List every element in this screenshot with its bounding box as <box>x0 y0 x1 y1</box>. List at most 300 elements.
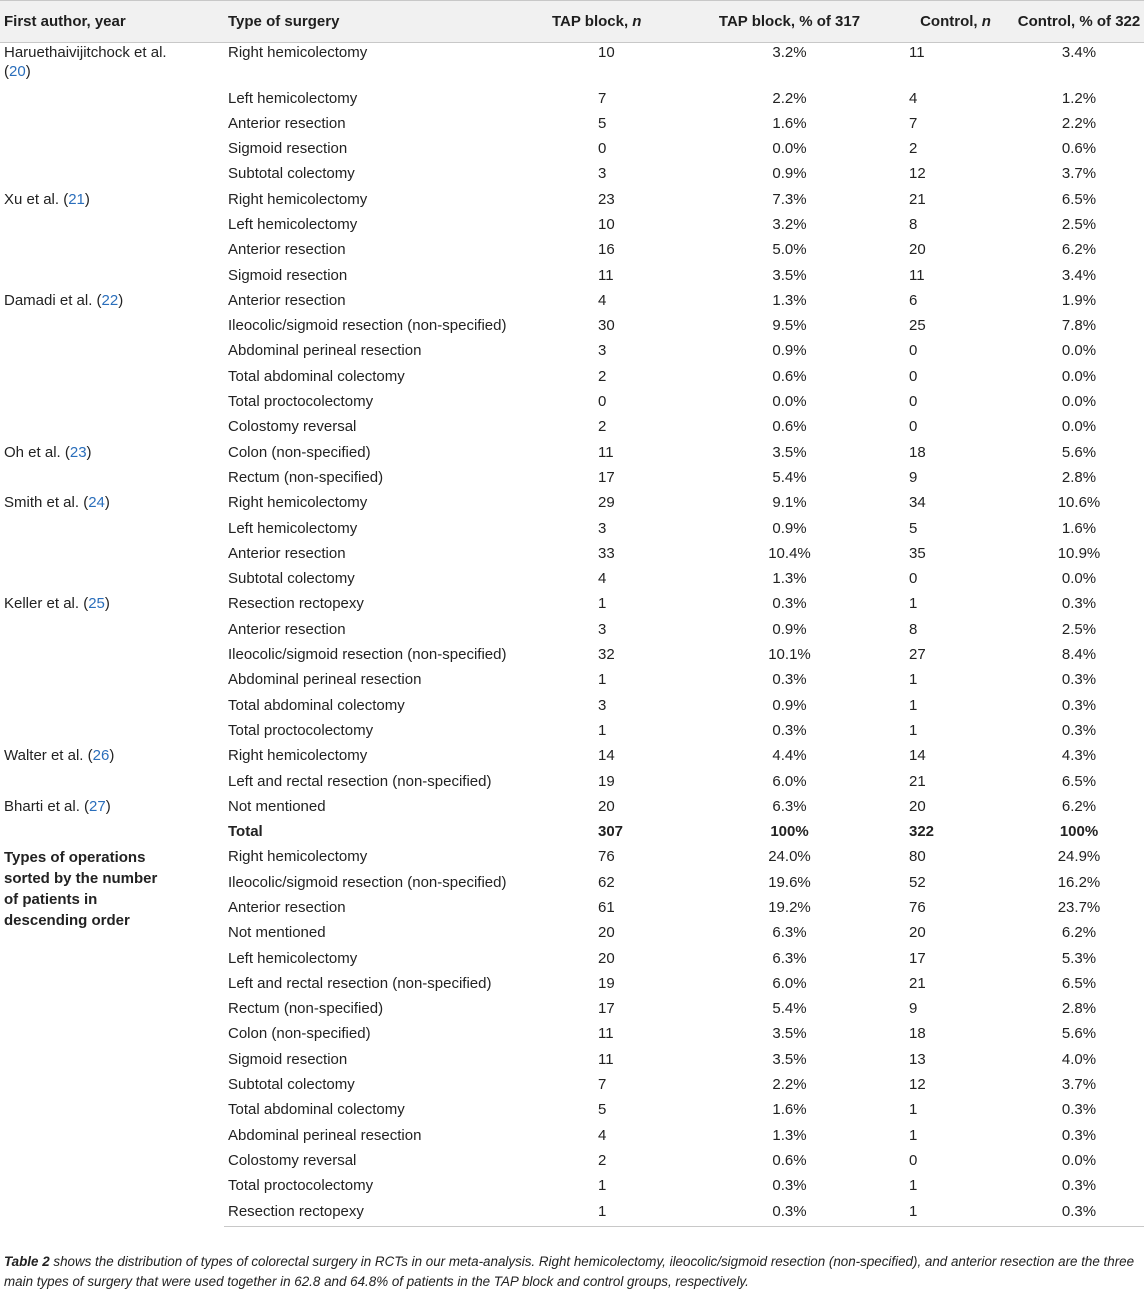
tap-pct-cell: 9.1% <box>772 494 807 512</box>
tap-pct-cell: 7.3% <box>772 190 807 208</box>
surgery-type: Left hemicolectomy <box>228 215 358 233</box>
tap-n-cell: 0 <box>598 140 607 158</box>
tap-n-cell: 1 <box>598 721 607 739</box>
total-label: Total <box>228 823 263 841</box>
tap-pct-cell: 0.6% <box>772 418 807 436</box>
table-row <box>0 266 1144 291</box>
table-row <box>0 316 1144 341</box>
surgery-type: Right hemicolectomy <box>228 848 368 866</box>
tap-n-cell: 61 <box>598 899 615 916</box>
empty-author-cell <box>0 392 224 417</box>
tap-n-cell: 1 <box>598 595 607 613</box>
tap-n-cell: 19 <box>598 974 615 992</box>
ctrl-pct-cell: 5.6% <box>1061 1025 1097 1043</box>
tap-n-cell: 2 <box>598 367 607 385</box>
tap-pct-cell: 6.0% <box>772 974 807 992</box>
author-paren: ( <box>4 63 9 80</box>
surgery-type: Anterior resection <box>228 620 346 638</box>
tap-pct-cell: 6.3% <box>772 797 807 815</box>
ctrl-n-cell: 1 <box>909 595 918 613</box>
ctrl-pct-cell: 1.6% <box>1061 519 1097 537</box>
tap-n-cell: 23 <box>598 190 615 208</box>
header-tap-n: TAP block, n <box>552 1 682 43</box>
tap-n-cell: 14 <box>598 747 615 765</box>
table-row <box>0 291 1144 316</box>
surgery-type: Abdominal perineal resection <box>228 342 422 360</box>
ctrl-n-cell: 6 <box>909 291 918 309</box>
table-row <box>0 544 1144 569</box>
tap-n-cell: 20 <box>598 949 615 967</box>
table-footnote <box>4 1252 1136 1292</box>
tap-n-cell: 4 <box>598 291 607 309</box>
header-ctrl-pct: Control, % of 322 <box>1014 1 1144 43</box>
tap-pct-cell: 10.1% <box>768 646 811 664</box>
reference-link[interactable]: 27 <box>89 797 106 815</box>
study-author <box>0 43 224 89</box>
ctrl-n-cell: 2 <box>909 140 918 158</box>
table-row <box>0 114 1144 139</box>
empty-author-cell <box>0 240 224 265</box>
ctrl-n-cell: 5 <box>909 519 918 537</box>
tap-pct-cell: 9.5% <box>772 317 807 335</box>
total-row <box>0 822 1144 847</box>
ctrl-n-cell: 1 <box>909 671 918 689</box>
surgery-type: Total abdominal colectomy <box>228 1101 405 1119</box>
tap-n-cell: 30 <box>598 317 615 335</box>
ctrl-n-cell: 8 <box>909 215 918 233</box>
tap-n-cell: 76 <box>598 848 615 866</box>
tap-pct-cell: 0.6% <box>772 1151 807 1169</box>
table-row <box>0 367 1144 392</box>
group-label-line: of patients in <box>4 891 98 909</box>
empty-author-cell <box>0 114 224 139</box>
surgery-type: Anterior resection <box>228 241 346 259</box>
surgery-type: Total proctocolectomy <box>228 721 374 739</box>
empty-author-cell <box>0 519 224 544</box>
ctrl-n-cell: 14 <box>909 747 926 765</box>
tap-pct-cell: 0.3% <box>682 1202 897 1227</box>
empty-author-cell <box>0 139 224 164</box>
ctrl-n-cell: 11 <box>909 44 925 61</box>
surgery-type: Rectum (non-specified) <box>228 468 384 486</box>
ctrl-n-cell: 13 <box>909 1050 926 1068</box>
reference-link[interactable]: 22 <box>101 291 119 309</box>
table-header-row <box>0 1 1144 43</box>
empty-author-cell <box>0 417 224 442</box>
empty-author-cell <box>0 215 224 240</box>
empty-author-cell <box>0 696 224 721</box>
tap-n-cell: 3 <box>598 342 607 360</box>
tap-pct-cell: 1.3% <box>772 1126 807 1144</box>
ctrl-pct-cell: 4.3% <box>1061 747 1097 765</box>
empty-author-cell <box>0 620 224 645</box>
tap-n-cell: 2 <box>598 1151 607 1169</box>
table-row <box>0 468 1144 493</box>
tap-n-cell: 11 <box>598 1025 614 1043</box>
sorted-group-label <box>0 847 224 1226</box>
author-paren-close: ) <box>25 63 31 80</box>
ctrl-pct-cell: 0.3% <box>1061 595 1097 613</box>
author-name: Oh et al. ( <box>4 443 70 461</box>
tap-n-cell: 19 <box>598 772 615 790</box>
author-paren-close: ) <box>105 797 111 815</box>
table-row <box>0 190 1144 215</box>
study-author <box>0 746 224 771</box>
surgery-type: Right hemicolectomy <box>228 747 368 765</box>
ctrl-pct-cell: 10.9% <box>1057 544 1101 562</box>
ctrl-pct-cell: 6.5% <box>1061 974 1097 992</box>
reference-link[interactable]: 23 <box>69 443 87 461</box>
empty-author-cell <box>0 772 224 797</box>
tap-pct-cell: 0.9% <box>772 519 807 537</box>
tap-n-cell: 3 <box>598 620 607 638</box>
ctrl-n-cell: 0 <box>909 393 918 411</box>
surgery-type: Left and rectal resection (non-specified) <box>228 772 492 790</box>
surgery-type: Anterior resection <box>228 899 346 916</box>
surgery-type: Left hemicolectomy <box>228 519 358 537</box>
study-author <box>0 443 224 468</box>
ctrl-n-cell: 11 <box>909 266 925 284</box>
ctrl-n-cell: 35 <box>909 544 926 562</box>
tap-pct-cell: 5.0% <box>772 241 807 259</box>
surgery-type: Colon (non-specified) <box>228 443 371 461</box>
ctrl-n-cell: 9 <box>909 468 918 486</box>
tap-pct-cell: 1.3% <box>772 570 807 588</box>
ctrl-n-cell: 8 <box>909 620 918 638</box>
table-row <box>0 341 1144 366</box>
tap-pct-cell: 6.0% <box>772 772 807 790</box>
table-row <box>0 139 1144 164</box>
empty-author-cell <box>0 645 224 670</box>
ctrl-n-cell: 27 <box>909 646 926 664</box>
group-label-line: sorted by the number <box>4 870 158 888</box>
ctrl-pct-cell: 6.2% <box>1061 797 1097 815</box>
tap-n-cell: 2 <box>598 418 607 436</box>
tap-n-cell: 1 <box>552 1202 682 1227</box>
surgery-type: Colostomy reversal <box>228 1151 357 1169</box>
tap-n-cell: 33 <box>598 544 615 562</box>
surgery-type: Total proctocolectomy <box>228 393 374 411</box>
table-row <box>0 392 1144 417</box>
author-paren-close: ) <box>109 747 115 765</box>
ctrl-pct-cell: 0.0% <box>1061 393 1097 411</box>
tap-n-cell: 17 <box>598 1000 615 1018</box>
tap-pct-cell: 0.9% <box>772 165 807 183</box>
author-paren-close: ) <box>84 190 90 208</box>
tap-pct-cell: 1.3% <box>772 291 807 309</box>
tap-n-cell: 16 <box>598 241 615 259</box>
tap-n-cell: 1 <box>598 1177 607 1195</box>
tap-pct-cell: 0.0% <box>772 140 807 158</box>
ctrl-n-cell: 80 <box>909 848 926 866</box>
tap-n-cell: 5 <box>598 1101 607 1119</box>
ctrl-pct-cell: 23.7% <box>1057 899 1101 916</box>
ctrl-pct-cell: 0.0% <box>1061 367 1097 385</box>
tap-n-cell: 4 <box>598 1126 607 1144</box>
ctrl-pct-cell: 7.8% <box>1061 317 1097 335</box>
ctrl-n-cell: 18 <box>909 1025 926 1043</box>
ctrl-pct-cell: 6.5% <box>1061 772 1097 790</box>
surgery-type: Subtotal colectomy <box>228 165 355 183</box>
surgery-type: Left and rectal resection (non-specified) <box>228 974 492 992</box>
total-tap-pct: 100% <box>770 823 809 841</box>
surgery-type: Resection rectopexy <box>228 595 364 613</box>
group-label-line: descending order <box>4 912 130 930</box>
tap-n-cell: 7 <box>598 1076 607 1094</box>
ctrl-pct-cell: 3.7% <box>1061 165 1097 183</box>
ctrl-pct-cell: 0.3% <box>1061 721 1097 739</box>
author-name: Xu et al. ( <box>4 190 69 208</box>
ctrl-pct-cell: 1.2% <box>1061 89 1097 107</box>
ctrl-pct-cell: 0.3% <box>1061 696 1097 714</box>
ctrl-n-cell: 1 <box>909 1126 918 1144</box>
header-author: First author, year <box>0 1 224 43</box>
tap-pct-cell: 3.2% <box>772 44 807 61</box>
ctrl-pct-cell: 0.0% <box>1061 1151 1097 1169</box>
ctrl-n-cell: 0 <box>909 342 918 360</box>
surgery-type: Ileocolic/sigmoid resection (non-specified) <box>228 317 507 335</box>
ctrl-n-cell: 52 <box>909 873 926 891</box>
empty-author-cell <box>0 164 224 189</box>
surgery-type: Sigmoid resection <box>228 140 348 158</box>
author-name: Smith et al. ( <box>4 494 89 512</box>
author-paren-close: ) <box>104 595 110 613</box>
ctrl-pct-cell: 0.3% <box>1061 1101 1097 1119</box>
tap-pct-cell: 6.3% <box>772 924 807 942</box>
tap-n-cell: 3 <box>598 696 607 714</box>
tap-pct-cell: 19.2% <box>768 899 811 916</box>
ctrl-pct-cell: 2.5% <box>1061 620 1097 638</box>
tap-pct-cell: 3.5% <box>772 1025 807 1043</box>
table-row <box>0 746 1144 771</box>
ctrl-n-cell: 0 <box>909 367 918 385</box>
table-row <box>0 215 1144 240</box>
tap-n-cell: 7 <box>598 89 607 107</box>
author-name: Haruethaivijitchock et al. <box>4 44 167 61</box>
ctrl-pct-cell: 5.3% <box>1061 949 1097 967</box>
author-name: Keller et al. ( <box>4 595 89 613</box>
tap-pct-cell: 0.9% <box>772 696 807 714</box>
ctrl-pct-cell: 0.0% <box>1061 342 1097 360</box>
tap-n-cell: 32 <box>598 646 615 664</box>
ctrl-n-cell: 7 <box>909 114 918 132</box>
ctrl-pct-cell: 0.3% <box>1061 1177 1097 1195</box>
tap-pct-cell: 0.0% <box>772 393 807 411</box>
tap-pct-cell: 1.6% <box>772 114 807 132</box>
empty-author-cell <box>0 822 224 847</box>
tap-n-cell: 11 <box>598 266 614 284</box>
tap-pct-cell: 4.4% <box>772 747 807 765</box>
table-row <box>0 519 1144 544</box>
reference-link[interactable]: 21 <box>68 190 85 208</box>
ctrl-pct-cell: 3.7% <box>1061 1076 1097 1094</box>
tap-n-cell: 62 <box>598 873 615 891</box>
ctrl-pct-cell: 6.5% <box>1061 190 1097 208</box>
ctrl-n-cell: 12 <box>909 165 926 183</box>
ctrl-n-cell: 20 <box>909 797 926 815</box>
reference-link[interactable]: 25 <box>88 595 105 613</box>
total-ctrl-n: 322 <box>909 823 935 841</box>
author-name: Damadi et al. ( <box>4 291 102 309</box>
table-row <box>0 797 1144 822</box>
empty-author-cell <box>0 341 224 366</box>
surgery-type: Sigmoid resection <box>228 266 348 284</box>
surgery-type: Not mentioned <box>228 924 326 942</box>
surgery-type: Colon (non-specified) <box>228 1025 371 1043</box>
tap-n-cell: 10 <box>598 215 615 233</box>
table-body <box>0 43 1144 1227</box>
footnote-text: shows the distribution of types of colorectal surgery in RCTs in our meta-analysis. Right hemicolectomy, ileocolic/sigmoid resection (non-specified), and anterior resection are the three main types of surgery that were used together in 62.8 and 64.8% of patients in the TAP block and control groups, respectively. <box>4 1254 1135 1289</box>
author-paren-close: ) <box>118 291 124 309</box>
ctrl-n-cell: 0 <box>909 570 918 588</box>
surgery-type: Resection rectopexy <box>224 1202 552 1227</box>
ctrl-pct-cell: 1.9% <box>1061 291 1097 309</box>
reference-link[interactable]: 24 <box>88 494 105 512</box>
ctrl-n-cell: 1 <box>909 696 918 714</box>
ctrl-n-cell: 20 <box>909 924 926 942</box>
surgery-type: Ileocolic/sigmoid resection (non-specified) <box>228 873 507 891</box>
tap-n-cell: 20 <box>598 924 615 942</box>
ctrl-pct-cell: 6.2% <box>1061 924 1097 942</box>
surgery-type: Left hemicolectomy <box>228 949 358 967</box>
surgery-type: Left hemicolectomy <box>228 89 358 107</box>
ctrl-n-cell: 1 <box>909 721 918 739</box>
reference-link[interactable]: 20 <box>9 63 26 80</box>
author-name: Walter et al. ( <box>4 747 93 765</box>
tap-pct-cell: 0.9% <box>772 342 807 360</box>
tap-pct-cell: 10.4% <box>768 544 811 562</box>
ctrl-n-cell: 12 <box>909 1076 926 1094</box>
tap-pct-cell: 3.5% <box>772 266 807 284</box>
table-row <box>0 240 1144 265</box>
table-row <box>0 670 1144 695</box>
ctrl-pct-cell: 3.4% <box>1061 44 1097 61</box>
tap-pct-cell: 0.3% <box>772 595 807 613</box>
ctrl-pct-cell: 0.3% <box>1061 1126 1097 1144</box>
surgery-type: Subtotal colectomy <box>228 570 355 588</box>
ctrl-pct-cell: 3.4% <box>1061 266 1097 284</box>
table-row <box>0 43 1144 89</box>
surgery-type: Anterior resection <box>228 291 346 309</box>
tap-pct-cell: 5.4% <box>772 1000 807 1018</box>
table-row <box>0 696 1144 721</box>
tap-pct-cell: 19.6% <box>768 873 811 891</box>
table-row <box>0 89 1144 114</box>
ctrl-pct-cell: 0.0% <box>1061 418 1097 436</box>
tap-n-cell: 0 <box>598 393 607 411</box>
table-row <box>0 569 1144 594</box>
empty-author-cell <box>0 367 224 392</box>
tap-n-cell: 3 <box>598 519 607 537</box>
total-ctrl-pct: 100% <box>1059 823 1099 841</box>
table-row <box>0 443 1144 468</box>
surgery-type: Abdominal perineal resection <box>228 1126 422 1144</box>
tap-pct-cell: 5.4% <box>772 468 807 486</box>
ctrl-n-cell: 17 <box>909 949 926 967</box>
ctrl-n-cell: 1 <box>909 1101 918 1119</box>
ctrl-n-cell: 0 <box>909 1151 918 1169</box>
ctrl-pct-cell: 0.3% <box>1014 1202 1144 1227</box>
table-row <box>0 847 1144 872</box>
surgery-type: Abdominal perineal resection <box>228 671 422 689</box>
ctrl-pct-cell: 0.6% <box>1061 140 1097 158</box>
ctrl-pct-cell: 6.2% <box>1061 241 1097 259</box>
study-author <box>0 291 224 316</box>
author-paren-close: ) <box>104 494 110 512</box>
tap-pct-cell: 2.2% <box>772 1076 807 1094</box>
surgery-type: Anterior resection <box>228 114 346 132</box>
ctrl-n-cell: 21 <box>909 974 926 992</box>
tap-pct-cell: 1.6% <box>772 1101 807 1119</box>
tap-pct-cell: 0.9% <box>772 620 807 638</box>
tap-pct-cell: 3.5% <box>772 443 807 461</box>
surgery-type: Colostomy reversal <box>228 418 357 436</box>
study-author <box>0 594 224 619</box>
ctrl-n-cell: 34 <box>909 494 926 512</box>
ctrl-n-cell: 25 <box>909 317 926 335</box>
table-row <box>0 493 1144 518</box>
tap-n-cell: 17 <box>598 468 615 486</box>
tap-n-cell: 5 <box>598 114 607 132</box>
ctrl-pct-cell: 0.0% <box>1061 570 1097 588</box>
empty-author-cell <box>0 468 224 493</box>
table-row <box>0 645 1144 670</box>
tap-n-cell: 4 <box>598 570 607 588</box>
ctrl-pct-cell: 5.6% <box>1061 443 1097 461</box>
surgery-type: Rectum (non-specified) <box>228 1000 384 1018</box>
group-label-line: Types of operations <box>4 849 146 867</box>
study-author <box>0 493 224 518</box>
table-row <box>0 620 1144 645</box>
tap-n-cell: 29 <box>598 494 615 512</box>
table-row <box>0 164 1144 189</box>
ctrl-n-cell: 4 <box>909 89 918 107</box>
table-row <box>0 772 1144 797</box>
author-paren-close: ) <box>86 443 92 461</box>
reference-link[interactable]: 26 <box>92 747 110 765</box>
tap-pct-cell: 2.2% <box>772 89 807 107</box>
surgery-type: Total proctocolectomy <box>228 1177 374 1195</box>
ctrl-pct-cell: 4.0% <box>1061 1050 1097 1068</box>
table-row <box>0 417 1144 442</box>
ctrl-n-cell: 76 <box>909 899 926 916</box>
ctrl-pct-cell: 2.8% <box>1061 468 1097 486</box>
empty-author-cell <box>0 544 224 569</box>
header-tap-pct: TAP block, % of 317 <box>682 1 897 43</box>
ctrl-n-cell: 21 <box>909 772 926 790</box>
surgery-type: Not mentioned <box>228 797 326 815</box>
table-row <box>0 721 1144 746</box>
ctrl-n-cell: 20 <box>909 241 926 259</box>
surgery-type: Right hemicolectomy <box>228 494 368 512</box>
empty-author-cell <box>0 569 224 594</box>
tap-n-cell: 11 <box>598 443 614 461</box>
ctrl-pct-cell: 0.3% <box>1061 671 1097 689</box>
tap-pct-cell: 3.5% <box>772 1050 807 1068</box>
empty-author-cell <box>0 670 224 695</box>
ctrl-n-cell: 1 <box>909 1177 918 1195</box>
surgery-type: Right hemicolectomy <box>228 44 368 61</box>
ctrl-n-cell: 1 <box>897 1202 1014 1227</box>
surgery-type: Total abdominal colectomy <box>228 696 405 714</box>
ctrl-n-cell: 0 <box>909 418 918 436</box>
tap-n-cell: 3 <box>598 165 607 183</box>
surgery-type: Right hemicolectomy <box>228 190 368 208</box>
surgery-type: Total abdominal colectomy <box>228 367 405 385</box>
tap-pct-cell: 0.3% <box>772 1177 807 1195</box>
tap-pct-cell: 3.2% <box>772 215 807 233</box>
tap-pct-cell: 0.3% <box>772 721 807 739</box>
